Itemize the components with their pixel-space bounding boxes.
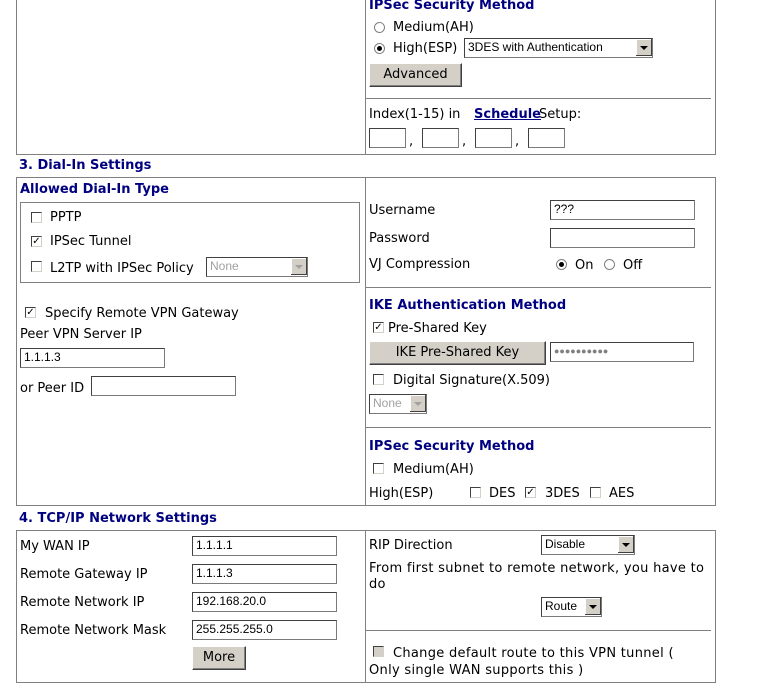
remote-mask-input[interactable]: 255.255.255.0 [192, 620, 337, 640]
peer-id-label: or Peer ID [20, 381, 85, 396]
top-high-esp-label: High(ESP) [393, 41, 458, 56]
specify-gateway-checkbox[interactable]: ✓ [26, 307, 35, 318]
remote-gateway-input[interactable]: 1.1.1.3 [192, 564, 337, 584]
advanced-button[interactable]: Advanced [369, 63, 462, 87]
dialin-high-esp-label: High(ESP) [369, 486, 434, 501]
schedule-index-2[interactable] [422, 128, 459, 148]
username-label: Username [369, 203, 436, 218]
dialin-medium-ah-label: Medium(AH) [393, 462, 474, 477]
remote-network-label: Remote Network IP [20, 595, 145, 610]
route-select-value: Route [545, 599, 578, 613]
aes-label: AES [609, 486, 635, 501]
pre-shared-checkbox[interactable]: ✓ [374, 322, 383, 333]
subnet-text: From first subnet to remote network, you have to do [369, 561, 705, 592]
chevron-down-icon [290, 258, 307, 275]
signature-select[interactable] [369, 394, 427, 414]
dialin-ipsec-title: IPSec Security Method [369, 439, 535, 454]
top-esp-select[interactable] [464, 38, 653, 58]
vj-on-label: On [575, 258, 594, 273]
more-button[interactable]: More [192, 646, 246, 670]
schedule-index-1[interactable] [369, 128, 406, 148]
chevron-down-icon [584, 598, 601, 615]
top-esp-select-value: 3DES with Authentication [468, 40, 603, 54]
psk-input[interactable]: ●●●●●●●●●● [550, 342, 694, 362]
my-wan-label: My WAN IP [20, 539, 90, 554]
chevron-down-icon [635, 39, 652, 56]
vj-compression-label: VJ Compression [369, 257, 471, 272]
tcpip-section-title: 4. TCP/IP Network Settings [19, 511, 217, 526]
dialin-right-separator-1 [366, 287, 711, 288]
pptp-label: PPTP [50, 210, 82, 225]
signature-select-value: None [373, 396, 402, 410]
l2tp-label: L2TP with IPSec Policy [50, 261, 194, 276]
comma-sep: , [515, 134, 520, 149]
remote-mask-label: Remote Network Mask [20, 623, 167, 638]
dialin-section-title: 3. Dial-In Settings [19, 158, 152, 173]
pre-shared-label: Pre-Shared Key [388, 321, 487, 336]
dialin-medium-ah-checkbox[interactable] [373, 463, 384, 474]
aes-checkbox[interactable] [590, 487, 601, 498]
password-input[interactable] [550, 228, 695, 248]
schedule-link[interactable]: Schedule [474, 107, 541, 122]
comma-sep: , [409, 134, 414, 149]
peer-server-input[interactable]: 1.1.1.3 [20, 348, 165, 368]
l2tp-policy-select[interactable] [206, 257, 308, 277]
remote-network-input[interactable]: 192.168.20.0 [192, 592, 337, 612]
pptp-checkbox[interactable] [31, 212, 42, 223]
allowed-type-title: Allowed Dial-In Type [20, 182, 169, 197]
ipsec-tunnel-checkbox[interactable]: ✓ [32, 236, 41, 247]
dialin-panel-divider [365, 178, 366, 505]
index-label: Index(1-15) in [369, 107, 461, 122]
route-select[interactable] [541, 597, 602, 617]
ike-title: IKE Authentication Method [369, 298, 567, 313]
digital-signature-label: Digital Signature(X.509) [393, 373, 551, 388]
remote-gateway-label: Remote Gateway IP [20, 567, 148, 582]
ipsec-tunnel-label: IPSec Tunnel [50, 234, 132, 249]
tcpip-panel-divider [365, 531, 366, 682]
password-label: Password [369, 231, 430, 246]
rip-direction-label: RIP Direction [369, 538, 453, 553]
l2tp-checkbox[interactable] [31, 261, 42, 272]
rip-direction-value: Disable [545, 537, 586, 551]
peer-server-label: Peer VPN Server IP [20, 327, 142, 342]
specify-gateway-label: Specify Remote VPN Gateway [45, 306, 239, 321]
des-checkbox[interactable] [470, 487, 481, 498]
schedule-index-3[interactable] [475, 128, 512, 148]
vj-off-label: Off [623, 258, 643, 273]
schedule-index-4[interactable] [528, 128, 565, 148]
top-ipsec-title: IPSec Security Method [369, 0, 535, 13]
username-input[interactable]: ??? [550, 200, 695, 220]
top-medium-ah-radio[interactable] [374, 22, 385, 33]
vj-off-radio[interactable] [604, 259, 615, 270]
vj-on-radio[interactable] [556, 259, 567, 270]
top-panel-divider [365, 0, 366, 154]
dialin-right-separator-2 [366, 427, 711, 428]
top-separator [366, 98, 711, 99]
l2tp-policy-value: None [210, 259, 239, 273]
top-medium-ah-label: Medium(AH) [393, 20, 474, 35]
digital-signature-checkbox[interactable] [373, 374, 384, 385]
ike-psk-button[interactable]: IKE Pre-Shared Key [369, 341, 546, 365]
chevron-down-icon [409, 395, 426, 412]
des-label: DES [489, 486, 516, 501]
comma-sep: , [462, 134, 467, 149]
change-route-text: Change default route to this VPN tunnel ( Only single WAN supports this ) [369, 646, 674, 678]
chevron-down-icon [617, 536, 634, 553]
setup-label: Setup: [539, 107, 582, 122]
top-high-esp-radio[interactable] [374, 43, 385, 54]
3des-checkbox[interactable]: ✓ [526, 487, 535, 498]
3des-label: 3DES [545, 486, 580, 501]
rip-direction-select[interactable] [541, 535, 635, 555]
peer-id-input[interactable] [91, 376, 236, 396]
my-wan-input[interactable]: 1.1.1.1 [192, 536, 337, 556]
top-ipsec-panel [16, 0, 716, 155]
tcpip-right-separator [366, 630, 711, 631]
